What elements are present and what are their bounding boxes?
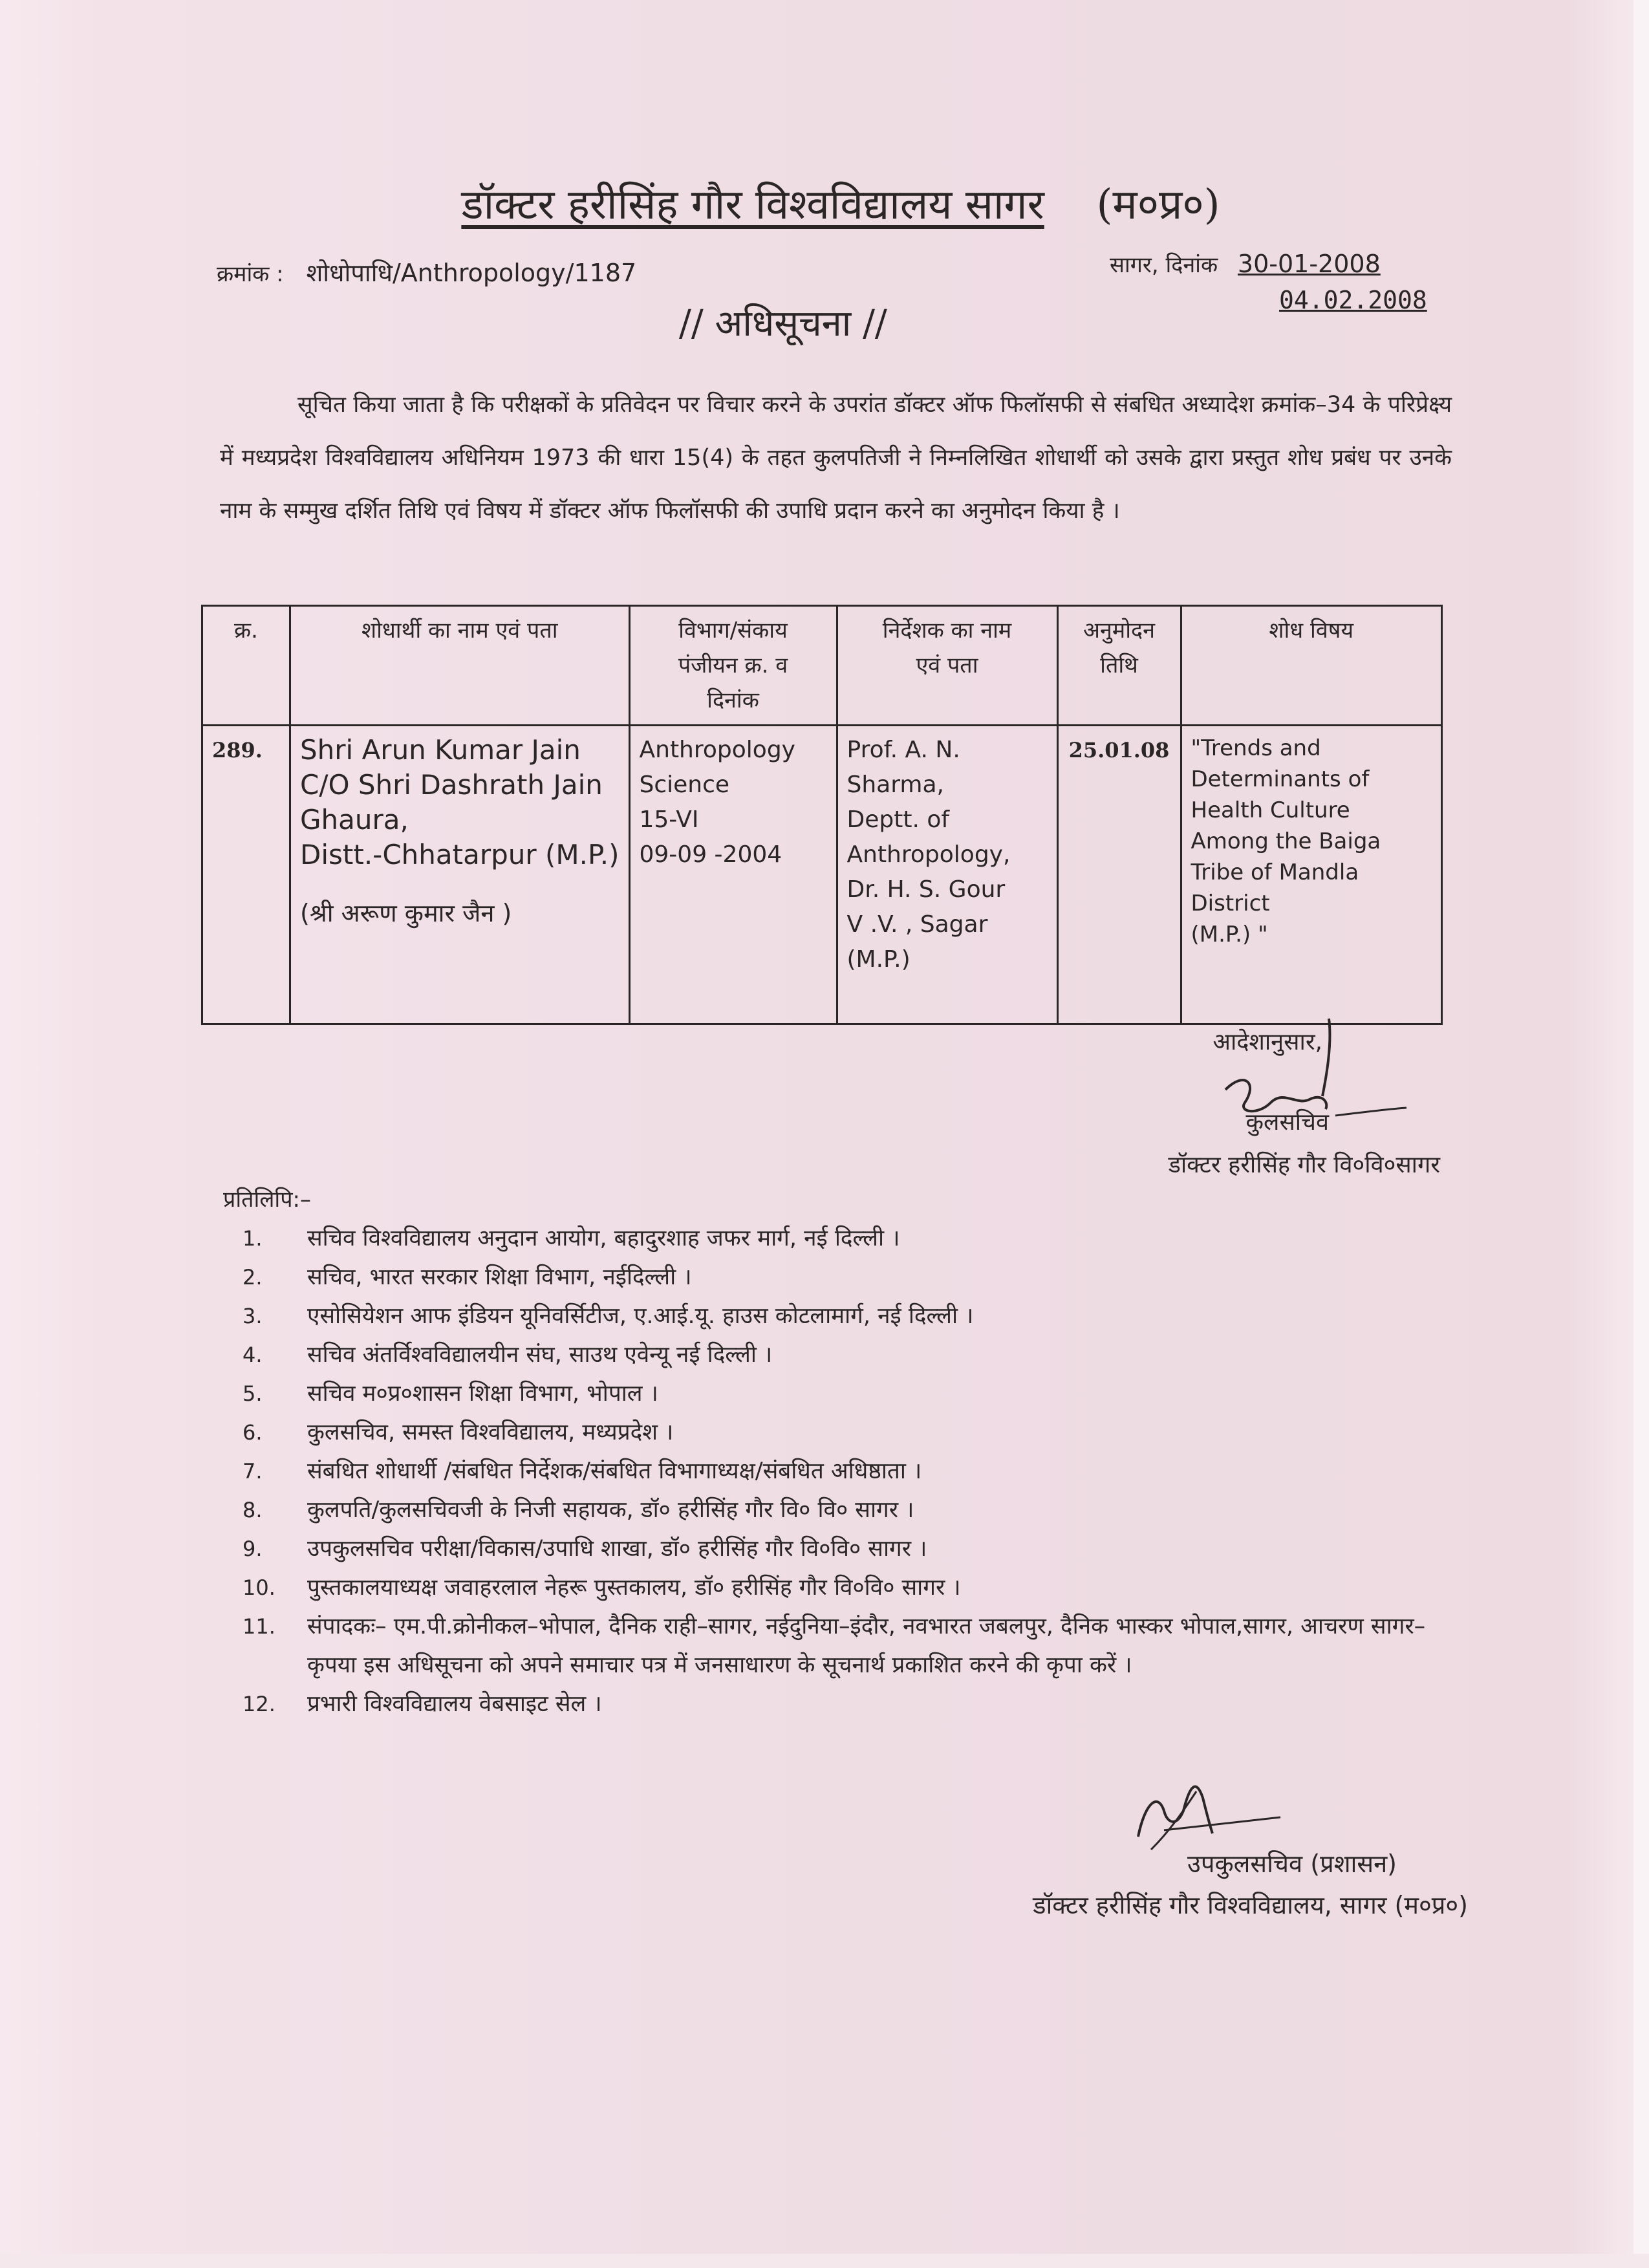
date-stamped: 04.02.2008 xyxy=(1279,286,1427,314)
table-row xyxy=(202,726,1442,1024)
table-header-row xyxy=(202,606,1442,726)
topic-line: District xyxy=(1191,891,1270,916)
date-block xyxy=(1110,249,1381,279)
scholar-name-hindi: (श्री अरूण कुमार जैन ) xyxy=(300,899,512,927)
scholar-line: Ghaura, xyxy=(300,804,409,836)
copy-to-list xyxy=(242,1219,1458,1723)
department-line: Science xyxy=(639,772,730,798)
list-item xyxy=(242,1685,1458,1723)
item-number: 10. xyxy=(242,1575,275,1600)
cell-scholar-name xyxy=(290,726,630,1024)
header-name: शोधार्थी का नाम एवं पता xyxy=(290,606,630,726)
list-item xyxy=(242,1568,1458,1607)
item-number: 2. xyxy=(242,1265,263,1290)
header-department-line: विभाग/संकाय xyxy=(678,618,788,643)
item-text: संपादकः– एम.पी.क्रोनीकल–भोपाल, दैनिक राही–सागर, नईदुनिया–इंदौर, नवभारत जबलपुर, दैनिक भास्कर भोपाल,सागर, आचरण सागर– कृपया इस अधिसूचना को अपने समाचार पत्र में जनसाधारण के सूचनार्थ प्रकाशित करने की कृपा करें । xyxy=(307,1614,1426,1678)
degree-table xyxy=(201,605,1443,1025)
copy-to-label: प्रतिलिपि:– xyxy=(223,1187,311,1213)
cell-research-topic xyxy=(1181,726,1442,1024)
director-line: Deptt. of xyxy=(846,806,950,833)
university-title xyxy=(382,175,1300,231)
item-number: 9. xyxy=(242,1537,263,1561)
notice-paragraph: सूचित किया जाता है कि परीक्षकों के प्रतिवेदन पर विचार करने के उपरांत डॉक्टर ऑफ फिलॉसफी से संबधित अध्यादेश क्रमांक–34 के परिप्रेक्ष्य में मध्यप्रदेश विश्वविद्यालय अधिनियम 1973 की धारा 15(4) के तहत कुलपतिजी ने निम्नलिखित शोधार्थी को उसके द्वारा प्रस्तुत शोध प्रबंध पर उनके नाम के सम्मुख दर्शित तिथि एवं विषय में डॉक्टर ऑफ फिलॉसफी की उपाधि प्रदान करने का अनुमोदन किया है । xyxy=(220,392,1452,524)
item-number: 1. xyxy=(242,1226,263,1251)
deputy-registrar-block xyxy=(899,1846,1468,1921)
reference-number xyxy=(217,255,636,289)
item-text: एसोसियेशन आफ इंडियन यूनिवर्सिटीज, ए.आई.यू. हाउस कोटलामार्ग, नई दिल्ली । xyxy=(307,1303,974,1329)
topic-line: "Trends and xyxy=(1191,735,1321,761)
list-item xyxy=(242,1491,1458,1529)
scholar-line: Shri Arun Kumar Jain xyxy=(300,734,581,766)
list-item xyxy=(242,1452,1458,1491)
topic-line: Health Culture xyxy=(1191,797,1350,823)
kramank-label: क्रमांक : xyxy=(217,261,284,287)
header-date-line: तिथि xyxy=(1100,653,1138,678)
registrar-university: डॉक्टर हरीसिंह गौर वि०वि०सागर xyxy=(1168,1152,1440,1178)
header-date-line: अनुमोदन xyxy=(1083,618,1155,643)
scan-edge-right xyxy=(1633,0,1649,2268)
date-label: सागर, दिनांक xyxy=(1110,252,1218,278)
item-text: सचिव अंतर्विश्वविद्यालयीन संघ, साउथ एवेन्यू नई दिल्ली । xyxy=(307,1342,773,1368)
list-item xyxy=(242,1297,1458,1335)
director-line: V .V. , Sagar xyxy=(846,911,988,938)
header-department-line: दिनांक xyxy=(707,687,759,713)
header-serial: क्र. xyxy=(202,606,290,726)
cell-serial: 289. xyxy=(202,726,290,1024)
topic-line: (M.P.) " xyxy=(1191,922,1268,947)
notice-title: // अधिसूचना // xyxy=(679,303,887,345)
item-text: कुलसचिव, समस्त विश्वविद्यालय, मध्यप्रदेश । xyxy=(307,1420,674,1445)
header-topic: शोध विषय xyxy=(1181,606,1442,726)
item-text: सचिव म०प्र०शासन शिक्षा विभाग, भोपाल । xyxy=(307,1381,658,1407)
registrar-title: कुलसचिव xyxy=(1245,1109,1329,1136)
list-item xyxy=(242,1374,1458,1413)
list-item xyxy=(242,1413,1458,1452)
director-line: Anthropology, xyxy=(846,841,1011,868)
order-text: आदेशानुसार, xyxy=(1212,1029,1322,1055)
list-item xyxy=(242,1529,1458,1568)
header-director xyxy=(837,606,1057,726)
item-text: सचिव विश्वविद्यालय अनुदान आयोग, बहादुरशाह जफर मार्ग, नई दिल्ली । xyxy=(307,1226,900,1251)
kramank-value: शोधोपाधि/Anthropology/1187 xyxy=(306,259,637,287)
date-original: 30-01-2008 xyxy=(1237,250,1381,278)
topic-line: Tribe of Mandla xyxy=(1191,859,1359,885)
list-item xyxy=(242,1335,1458,1374)
deputy-registrar-title: उपकुलसचिव (प्रशासन) xyxy=(1187,1850,1397,1878)
item-text: संबधित शोधार्थी /संबधित निर्देशक/संबधित विभागाध्यक्ष/संबधित अधिष्ठाता । xyxy=(307,1458,922,1484)
cell-department xyxy=(629,726,837,1024)
header-director-line: निर्देशक का नाम xyxy=(882,618,1012,643)
director-line: (M.P.) xyxy=(846,946,911,973)
cell-approval-date: 25.01.08 xyxy=(1057,726,1181,1024)
department-line: 15-VI xyxy=(639,806,699,833)
department-line: Anthropology xyxy=(639,737,795,763)
scholar-line: C/O Shri Dashrath Jain xyxy=(300,769,603,801)
scholar-line: Distt.-Chhatarpur (M.P.) xyxy=(300,839,620,870)
cell-director xyxy=(837,726,1057,1024)
topic-line: Determinants of xyxy=(1191,766,1370,792)
item-text: प्रभारी विश्वविद्यालय वेबसाइट सेल । xyxy=(307,1691,602,1717)
item-text: उपकुलसचिव परीक्षा/विकास/उपाधि शाखा, डॉ० हरीसिंह गौर वि०वि० सागर । xyxy=(307,1536,927,1562)
item-number: 7. xyxy=(242,1459,263,1484)
scan-edge-bottom xyxy=(0,2254,1649,2268)
director-line: Sharma, xyxy=(846,772,944,798)
item-text: पुस्तकालयाध्यक्ष जवाहरलाल नेहरू पुस्तकालय, डॉ० हरीसिंह गौर वि०वि० सागर । xyxy=(307,1575,961,1601)
header-approval-date xyxy=(1057,606,1181,726)
header-director-line: एवं पता xyxy=(916,653,978,678)
list-item xyxy=(242,1219,1458,1258)
item-number: 6. xyxy=(242,1420,263,1445)
header-department xyxy=(629,606,837,726)
list-item xyxy=(242,1258,1458,1297)
director-line: Dr. H. S. Gour xyxy=(846,876,1006,903)
item-number: 8. xyxy=(242,1498,263,1522)
item-number: 4. xyxy=(242,1343,263,1367)
item-number: 3. xyxy=(242,1304,263,1328)
list-item xyxy=(242,1607,1458,1685)
item-number: 11. xyxy=(242,1614,275,1639)
header-department-line: पंजीयन क्र. व xyxy=(678,653,788,678)
director-line: Prof. A. N. xyxy=(846,737,960,763)
item-text: सचिव, भारत सरकार शिक्षा विभाग, नईदिल्ली । xyxy=(307,1264,692,1290)
item-text: कुलपति/कुलसचिवजी के निजी सहायक, डॉ० हरीसिंह गौर वि० वि० सागर । xyxy=(307,1497,914,1523)
item-number: 12. xyxy=(242,1692,275,1716)
state-abbrev: (म०प्र०) xyxy=(1096,181,1220,229)
topic-line: Among the Baiga xyxy=(1191,828,1381,854)
item-number: 5. xyxy=(242,1381,263,1406)
university-name: डॉक्टर हरीसिंह गौर विश्वविद्यालय सागर xyxy=(461,181,1044,229)
department-line: 09-09 -2004 xyxy=(639,841,782,868)
deputy-registrar-university: डॉक्टर हरीसिंह गौर विश्वविद्यालय, सागर (म०प्र०) xyxy=(1033,1891,1468,1919)
